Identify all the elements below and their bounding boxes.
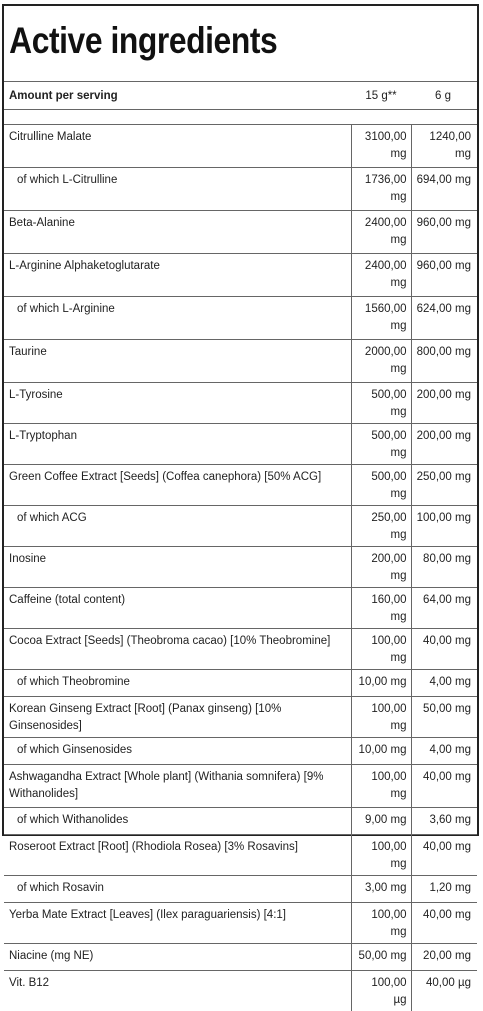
amount-serving-2: 40,00 mg (411, 629, 477, 670)
table-row (4, 125, 477, 168)
table-row (4, 670, 477, 697)
amount-serving-2: 50,00 mg (411, 697, 477, 738)
page-title: Active ingredients (4, 6, 411, 81)
amount-serving-1: 1736,00 mg (351, 168, 411, 211)
amount-serving-2: 64,00 mg (411, 588, 477, 629)
ingredient-name: of which ACG (4, 506, 351, 547)
amount-serving-2: 694,00 mg (411, 168, 477, 211)
table-header-row (4, 82, 477, 110)
table-row (4, 211, 477, 254)
amount-serving-1: 1560,00 mg (351, 297, 411, 340)
amount-serving-2: 40,00 mg (411, 835, 477, 876)
table-row (4, 383, 477, 424)
spacer-row (4, 110, 477, 125)
ingredient-name: Roseroot Extract [Root] (Rhodiola Rosea) [3% Rosavins] (4, 835, 351, 876)
amount-serving-1: 500,00 mg (351, 465, 411, 506)
ingredient-name: L-Tyrosine (4, 383, 351, 424)
ingredient-name: Vit. B12 (4, 971, 351, 1011)
ingredient-name: Beta-Alanine (4, 211, 351, 254)
table-row (4, 738, 477, 765)
ingredient-name: Taurine (4, 340, 351, 383)
ingredient-name: Inosine (4, 547, 351, 588)
table-row (4, 424, 477, 465)
amount-serving-1: 100,00 µg (351, 971, 411, 1011)
amount-serving-1: 500,00 mg (351, 383, 411, 424)
amount-serving-2: 800,00 mg (411, 340, 477, 383)
amount-serving-2: 100,00 mg (411, 506, 477, 547)
ingredient-name: L-Arginine Alphaketoglutarate (4, 254, 351, 297)
table-row (4, 547, 477, 588)
amount-serving-1: 250,00 mg (351, 506, 411, 547)
amount-serving-1: 9,00 mg (351, 808, 411, 835)
amount-serving-2: 40,00 mg (411, 903, 477, 944)
amount-serving-1: 10,00 mg (351, 670, 411, 697)
ingredient-name: of which Withanolides (4, 808, 351, 835)
amount-serving-1: 2000,00 mg (351, 340, 411, 383)
table-row (4, 340, 477, 383)
ingredient-name: of which Rosavin (4, 876, 351, 903)
amount-serving-1: 160,00 mg (351, 588, 411, 629)
amount-serving-1: 200,00 mg (351, 547, 411, 588)
ingredient-name: Citrulline Malate (4, 125, 351, 168)
table-row (4, 903, 477, 944)
amount-serving-2: 200,00 mg (411, 383, 477, 424)
ingredient-name: Yerba Mate Extract [Leaves] (Ilex paraguariensis) [4:1] (4, 903, 351, 944)
amount-serving-2: 40,00 µg (411, 971, 477, 1011)
ingredient-name: of which L-Citrulline (4, 168, 351, 211)
ingredient-name: of which L-Arginine (4, 297, 351, 340)
amount-serving-2: 4,00 mg (411, 670, 477, 697)
amount-serving-1: 100,00 mg (351, 629, 411, 670)
amount-serving-2: 960,00 mg (411, 211, 477, 254)
table-row (4, 168, 477, 211)
amount-serving-1: 3,00 mg (351, 876, 411, 903)
table-row (4, 971, 477, 1011)
amount-serving-2: 200,00 mg (411, 424, 477, 465)
ingredient-name: Caffeine (total content) (4, 588, 351, 629)
amount-serving-1: 3100,00 mg (351, 125, 411, 168)
ingredient-name: Cocoa Extract [Seeds] (Theobroma cacao) [10% Theobromine] (4, 629, 351, 670)
amount-serving-2: 960,00 mg (411, 254, 477, 297)
table-row (4, 808, 477, 835)
ingredient-name: of which Ginsenosides (4, 738, 351, 765)
amount-serving-1: 2400,00 mg (351, 254, 411, 297)
ingredient-name: Korean Ginseng Extract [Root] (Panax ginseng) [10% Ginsenosides] (4, 697, 351, 738)
table-row (4, 876, 477, 903)
amount-serving-2: 1,20 mg (411, 876, 477, 903)
ingredients-table (4, 81, 477, 1011)
table-row (4, 835, 477, 876)
amount-serving-1: 50,00 mg (351, 944, 411, 971)
amount-serving-2: 80,00 mg (411, 547, 477, 588)
amount-serving-2: 4,00 mg (411, 738, 477, 765)
table-row (4, 944, 477, 971)
amount-serving-2: 250,00 mg (411, 465, 477, 506)
header-label: Amount per serving (4, 82, 351, 110)
amount-serving-2: 624,00 mg (411, 297, 477, 340)
ingredient-name: of which Theobromine (4, 670, 351, 697)
header-serving-2: 6 g (411, 82, 477, 110)
amount-serving-1: 100,00 mg (351, 835, 411, 876)
ingredient-name: Green Coffee Extract [Seeds] (Coffea canephora) [50% ACG] (4, 465, 351, 506)
amount-serving-2: 3,60 mg (411, 808, 477, 835)
amount-serving-1: 2400,00 mg (351, 211, 411, 254)
amount-serving-2: 1240,00 mg (411, 125, 477, 168)
amount-serving-1: 100,00 mg (351, 765, 411, 808)
header-serving-1: 15 g** (351, 82, 411, 110)
table-row (4, 506, 477, 547)
ingredient-name: L-Tryptophan (4, 424, 351, 465)
table-row (4, 629, 477, 670)
amount-serving-1: 100,00 mg (351, 697, 411, 738)
amount-serving-1: 100,00 mg (351, 903, 411, 944)
ingredient-name: Niacine (mg NE) (4, 944, 351, 971)
amount-serving-2: 40,00 mg (411, 765, 477, 808)
table-row (4, 697, 477, 738)
table-row (4, 465, 477, 506)
table-row (4, 588, 477, 629)
table-row (4, 297, 477, 340)
amount-serving-1: 10,00 mg (351, 738, 411, 765)
table-row (4, 254, 477, 297)
ingredient-name: Ashwagandha Extract [Whole plant] (Withania somnifera) [9% Withanolides] (4, 765, 351, 808)
table-row (4, 765, 477, 808)
amount-serving-2: 20,00 mg (411, 944, 477, 971)
ingredients-panel (2, 4, 479, 836)
amount-serving-1: 500,00 mg (351, 424, 411, 465)
